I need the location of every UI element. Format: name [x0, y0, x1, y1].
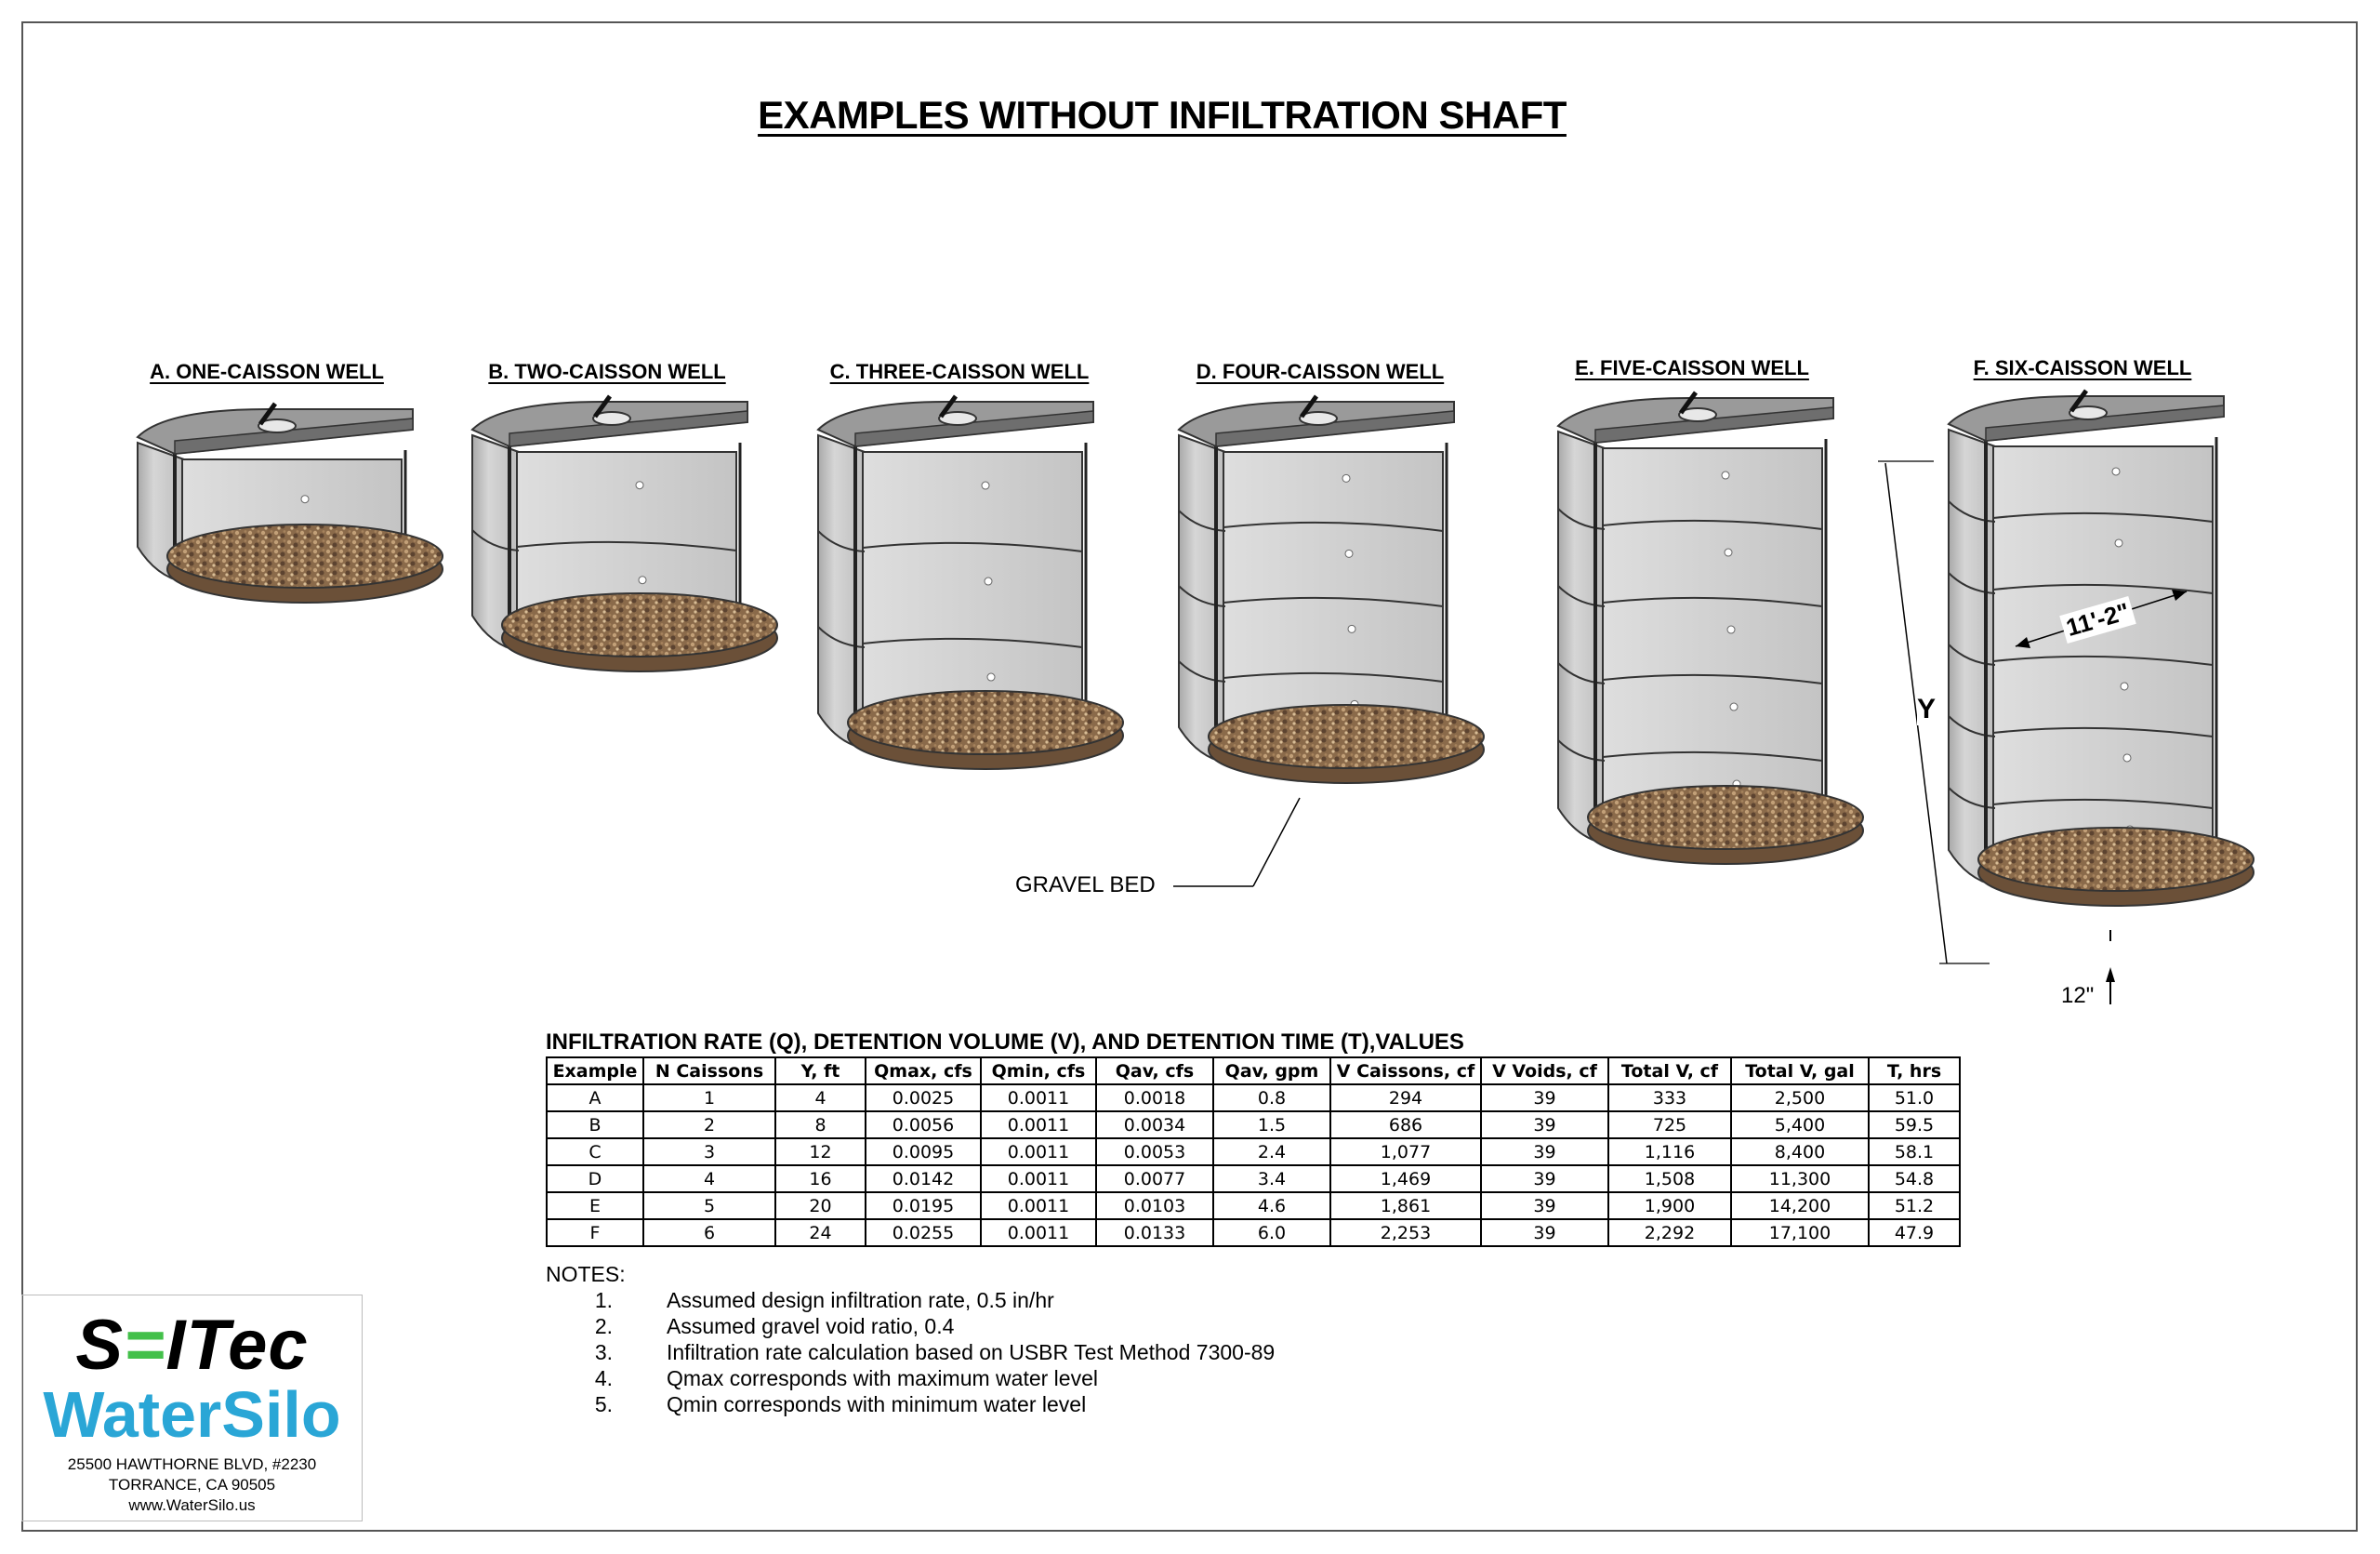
table-cell: 0.0142: [866, 1165, 981, 1192]
logo-text-s: S: [75, 1306, 125, 1385]
table-cell: A: [547, 1084, 643, 1111]
weep-hole: [1348, 625, 1355, 632]
gravel-bed: [848, 691, 1123, 754]
weep-hole: [2112, 468, 2120, 475]
table-cell: 0.0011: [981, 1084, 1096, 1111]
column-header: Total V, cf: [1608, 1057, 1731, 1084]
gravel-bed-label: GRAVEL BED: [1015, 872, 1156, 897]
note-number: 5.: [594, 1392, 613, 1416]
diameter-label: 11'-2": [2059, 596, 2136, 644]
weep-hole: [2123, 754, 2131, 762]
column-header: Qav, gpm: [1213, 1057, 1330, 1084]
gravel-bed-leader: [1173, 798, 1300, 886]
table-cell: 0.0034: [1096, 1111, 1213, 1138]
table-cell: 0.0011: [981, 1165, 1096, 1192]
table-cell: 0.0077: [1096, 1165, 1213, 1192]
weep-hole: [1725, 549, 1732, 556]
weep-hole: [1727, 626, 1735, 633]
table-cell: 0.0095: [866, 1138, 981, 1165]
weep-hole: [636, 482, 643, 489]
caisson-inner-wall: [1993, 446, 2213, 857]
table-cell: 8: [775, 1111, 866, 1138]
table-cell: 2,253: [1330, 1219, 1481, 1246]
table-cell: 5,400: [1731, 1111, 1869, 1138]
table-cell: 59.5: [1869, 1111, 1960, 1138]
table-row: [547, 1084, 1960, 1111]
table-cell: 4: [643, 1165, 775, 1192]
table-cell: 2,292: [1608, 1219, 1731, 1246]
note-number: 4.: [594, 1366, 613, 1390]
table-title: INFILTRATION RATE (Q), DETENTION VOLUME (V), AND DETENTION TIME (T),VALUES: [546, 1029, 1464, 1055]
gravel-bed: [1978, 828, 2254, 891]
caisson-inner-wall: [1223, 452, 1443, 735]
weep-hole: [639, 577, 646, 584]
table-cell: 6: [643, 1219, 775, 1246]
note-number: 1.: [594, 1288, 613, 1312]
table-cell: 0.0025: [866, 1084, 981, 1111]
table-cell: 5: [643, 1192, 775, 1219]
well-label-c: C. THREE-CAISSON WELL: [829, 360, 1090, 383]
infiltration-values-table: [546, 1056, 1961, 1247]
table-cell: 2.4: [1213, 1138, 1330, 1165]
gravel-bed: [502, 593, 777, 657]
column-header: Example: [547, 1057, 643, 1084]
caisson-well-f: [1949, 391, 2254, 906]
weep-hole: [987, 673, 995, 681]
table-cell: 0.0103: [1096, 1192, 1213, 1219]
table-cell: 17,100: [1731, 1219, 1869, 1246]
company-logo-block: [21, 1295, 363, 1521]
table-row: [547, 1165, 1960, 1192]
column-header: V Caissons, cf: [1330, 1057, 1481, 1084]
note-number: 3.: [594, 1340, 613, 1364]
logo-mark: =: [124, 1306, 166, 1385]
table-cell: 0.8: [1213, 1084, 1330, 1111]
column-header: V Voids, cf: [1481, 1057, 1608, 1084]
note-number: 2.: [594, 1314, 613, 1338]
table-cell: 0.0053: [1096, 1138, 1213, 1165]
table-cell: 1,077: [1330, 1138, 1481, 1165]
weep-hole: [1345, 550, 1353, 557]
table-cell: 54.8: [1869, 1165, 1960, 1192]
height-label: Y: [1917, 694, 1937, 724]
caisson-inner-wall: [1603, 448, 1822, 816]
caisson-outer-wall: [1558, 432, 1605, 843]
note-item: [546, 1313, 1275, 1339]
table-cell: 6.0: [1213, 1219, 1330, 1246]
weep-hole: [1722, 472, 1729, 479]
notes-heading: NOTES:: [546, 1262, 626, 1286]
weep-hole: [2115, 539, 2122, 547]
gravel-bed: [1209, 705, 1484, 768]
note-item: [546, 1287, 1275, 1313]
table-cell: 0.0011: [981, 1111, 1096, 1138]
weep-hole: [985, 578, 992, 585]
table-row: [547, 1138, 1960, 1165]
table-row: [547, 1111, 1960, 1138]
note-item: [546, 1365, 1275, 1391]
table-cell: 0.0255: [866, 1219, 981, 1246]
watersilo-logo: WaterSilo: [43, 1378, 341, 1451]
table-cell: 24: [775, 1219, 866, 1246]
table-cell: 0.0011: [981, 1219, 1096, 1246]
weep-hole: [982, 482, 989, 489]
table-cell: 2,500: [1731, 1084, 1869, 1111]
website: www.WaterSilo.us: [128, 1496, 256, 1514]
table-cell: 0.0018: [1096, 1084, 1213, 1111]
notes-section: [546, 1261, 1275, 1417]
note-text: Assumed gravel void ratio, 0.4: [667, 1314, 955, 1338]
table-cell: 39: [1481, 1192, 1608, 1219]
table-cell: 0.0011: [981, 1192, 1096, 1219]
caisson-well-b: [472, 396, 777, 671]
table-cell: 51.2: [1869, 1192, 1960, 1219]
table-cell: 2: [643, 1111, 775, 1138]
note-text: Qmax corresponds with maximum water level: [667, 1366, 1098, 1390]
table-cell: 39: [1481, 1111, 1608, 1138]
note-item: [546, 1339, 1275, 1365]
table-cell: 51.0: [1869, 1084, 1960, 1111]
weep-hole: [2121, 683, 2128, 690]
table-cell: 58.1: [1869, 1138, 1960, 1165]
column-header: Y, ft: [775, 1057, 866, 1084]
weep-hole: [1342, 474, 1350, 482]
table-cell: 1,861: [1330, 1192, 1481, 1219]
caisson-well-d: [1179, 396, 1484, 783]
table-cell: 8,400: [1731, 1138, 1869, 1165]
table-cell: 39: [1481, 1165, 1608, 1192]
table-cell: F: [547, 1219, 643, 1246]
gravel-bed: [167, 525, 443, 588]
table-header-row: [547, 1057, 1960, 1084]
table-row: [547, 1192, 1960, 1219]
table-cell: 0.0133: [1096, 1219, 1213, 1246]
table-cell: 12: [775, 1138, 866, 1165]
table-cell: 3.4: [1213, 1165, 1330, 1192]
table-cell: D: [547, 1165, 643, 1192]
table-cell: C: [547, 1138, 643, 1165]
table-cell: 4: [775, 1084, 866, 1111]
table-cell: 47.9: [1869, 1219, 1960, 1246]
address-line-2: TORRANCE, CA 90505: [108, 1476, 276, 1494]
gravel-bed: [1588, 786, 1863, 849]
table-cell: 686: [1330, 1111, 1481, 1138]
note-text: Qmin corresponds with minimum water level: [667, 1392, 1087, 1416]
well-label-f: F. SIX-CAISSON WELL: [1973, 356, 2192, 379]
table-cell: 39: [1481, 1219, 1608, 1246]
caisson-well-a: [138, 404, 443, 603]
table-cell: 11,300: [1731, 1165, 1869, 1192]
gravel-thickness-dimension: [2106, 930, 2115, 1004]
note-item: [546, 1391, 1275, 1417]
caisson-outer-wall: [818, 435, 865, 749]
address-line-1: 25500 HAWTHORNE BLVD, #2230: [67, 1455, 317, 1473]
table-cell: 1,900: [1608, 1192, 1731, 1219]
column-header: N Caissons: [643, 1057, 775, 1084]
table-cell: 725: [1608, 1111, 1731, 1138]
table-cell: B: [547, 1111, 643, 1138]
table-cell: 0.0056: [866, 1111, 981, 1138]
table-cell: 3: [643, 1138, 775, 1165]
well-label-b: B. TWO-CAISSON WELL: [488, 360, 726, 383]
seitec-logo: [22, 1305, 362, 1386]
caisson-well-e: [1558, 392, 1863, 864]
column-header: Qmax, cfs: [866, 1057, 981, 1084]
table-cell: 16: [775, 1165, 866, 1192]
table-cell: 1,469: [1330, 1165, 1481, 1192]
table-cell: 1,116: [1608, 1138, 1731, 1165]
gravel-thickness-label: 12": [2061, 983, 2095, 1008]
caisson-inner-wall: [863, 452, 1082, 721]
caisson-outer-wall: [1179, 435, 1225, 763]
table-cell: 1.5: [1213, 1111, 1330, 1138]
table-cell: 1: [643, 1084, 775, 1111]
column-header: Qav, cfs: [1096, 1057, 1213, 1084]
table-cell: E: [547, 1192, 643, 1219]
table-cell: 39: [1481, 1084, 1608, 1111]
column-header: T, hrs: [1869, 1057, 1960, 1084]
table-cell: 333: [1608, 1084, 1731, 1111]
table-cell: 39: [1481, 1138, 1608, 1165]
page-title: EXAMPLES WITHOUT INFILTRATION SHAFT: [758, 93, 1567, 137]
well-label-d: D. FOUR-CAISSON WELL: [1196, 360, 1445, 383]
table-cell: 14,200: [1731, 1192, 1869, 1219]
table-cell: 1,508: [1608, 1165, 1731, 1192]
weep-hole: [1730, 703, 1738, 711]
well-label-e: E. FIVE-CAISSON WELL: [1575, 356, 1809, 379]
column-header: Total V, gal: [1731, 1057, 1869, 1084]
table-cell: 294: [1330, 1084, 1481, 1111]
note-text: Infiltration rate calculation based on USBR Test Method 7300-89: [667, 1340, 1276, 1364]
note-text: Assumed design infiltration rate, 0.5 in/hr: [667, 1288, 1054, 1312]
well-label-a: A. ONE-CAISSON WELL: [150, 360, 384, 383]
weep-hole: [301, 496, 309, 503]
logo-text-itec: ITec: [165, 1306, 309, 1385]
column-header: Qmin, cfs: [981, 1057, 1096, 1084]
table-cell: 0.0011: [981, 1138, 1096, 1165]
caisson-well-c: [818, 396, 1123, 769]
table-cell: 20: [775, 1192, 866, 1219]
table-row: [547, 1219, 1960, 1246]
caisson-outer-wall: [1949, 430, 1995, 885]
table-cell: 4.6: [1213, 1192, 1330, 1219]
table-cell: 0.0195: [866, 1192, 981, 1219]
